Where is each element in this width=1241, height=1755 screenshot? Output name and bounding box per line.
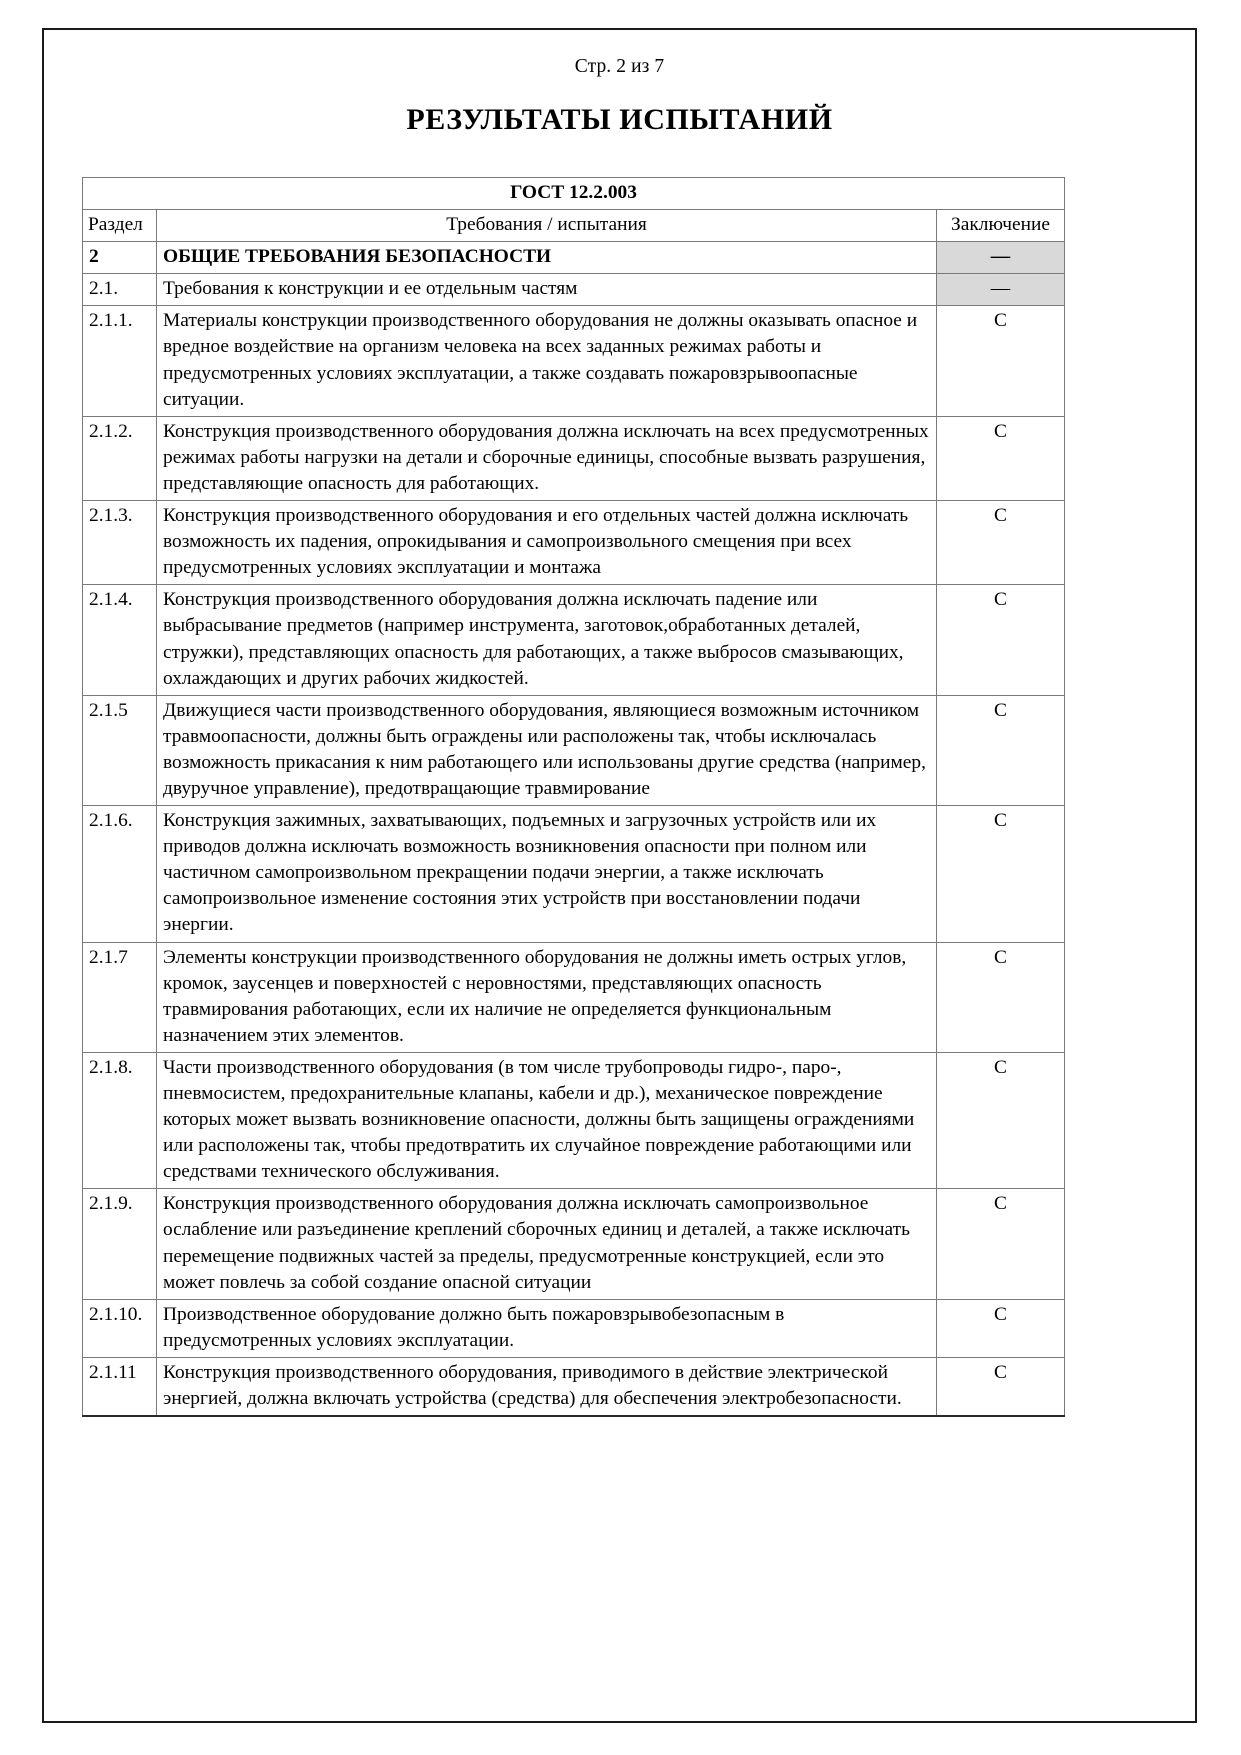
cell-requirement-text: Движущиеся части производственного оборудования, являющиеся возможным источником травмоопасности, должны быть ограждены или расположены так, чтобы исключалась возможность прикасания к ним работающего или использованы другие средства (например, двуручное управление), предотвращающие травмирование [157, 695, 937, 805]
cell-section-number: 2.1.9. [83, 1189, 157, 1299]
cell-conclusion-empty: — [937, 242, 1065, 274]
cell-section-number: 2.1.4. [83, 585, 157, 695]
cell-conclusion-result: С [937, 416, 1065, 500]
column-header-razdel: Раздел [83, 210, 157, 242]
table-row [83, 585, 1065, 695]
page-indicator: Стр. 2 из 7 [574, 56, 665, 77]
cell-requirement-text: Конструкция производственного оборудования должна исключать падение или выбрасывание предметов (например инструмента, заготовок,обработанных деталей, стружки), представляющих опасность для работающих, а также выбросов смазывающих, охлаждающих и других рабочих жидкостей. [157, 585, 937, 695]
cell-section-number: 2.1.5 [83, 695, 157, 805]
table-row [83, 306, 1065, 416]
cell-section-number: 2.1.3. [83, 501, 157, 585]
column-header-row [83, 210, 1065, 242]
table-row [83, 1357, 1065, 1416]
cell-conclusion-result: С [937, 1189, 1065, 1299]
cell-conclusion-result: С [937, 1299, 1065, 1357]
table-row [83, 1189, 1065, 1299]
cell-requirement-text: Материалы конструкции производственного оборудования не должны оказывать опасное и вредное воздействие на организм человека на всех заданных режимах работы и предусмотренных условиях эксплуатации, а также создавать пожаровзрывоопасные ситуации. [157, 306, 937, 416]
table-row [83, 695, 1065, 805]
cell-requirement-text: Требования к конструкции и ее отдельным частям [157, 274, 937, 306]
cell-section-number: 2.1. [83, 274, 157, 306]
cell-section-number: 2.1.7 [83, 942, 157, 1052]
cell-conclusion-result: С [937, 306, 1065, 416]
cell-conclusion-result: С [937, 501, 1065, 585]
cell-requirement-text: ОБЩИЕ ТРЕБОВАНИЯ БЕЗОПАСНОСТИ [157, 242, 937, 274]
cell-conclusion-result: С [937, 1357, 1065, 1416]
cell-requirement-text: Конструкция производственного оборудования и его отдельных частей должна исключать возможность их падения, опрокидывания и самопроизвольного смещения при всех предусмотренных условиях эксплуатации и монтажа [157, 501, 937, 585]
table-row [83, 274, 1065, 306]
column-header-requirements: Требования / испытания [157, 210, 937, 242]
cell-requirement-text: Части производственного оборудования (в том числе трубопроводы гидро-, паро-, пневмосистем, предохранительные клапаны, кабели и др.), механическое повреждение которых может вызвать возникновение опасности, должны быть защищены ограждениями или расположены так, чтобы предотвратить их случайное повреждение работающими или средствами технического обслуживания. [157, 1052, 937, 1188]
cell-conclusion-empty: — [937, 274, 1065, 306]
cell-section-number: 2.1.10. [83, 1299, 157, 1357]
table-row [83, 501, 1065, 585]
results-table-container [82, 177, 1064, 1417]
document-page [42, 28, 1197, 1723]
cell-requirement-text: Конструкция производственного оборудования должна исключать на всех предусмотренных режимах работы нагрузки на детали и сборочные единицы, способные вызвать разрушения, представляющие опасность для работающих. [157, 416, 937, 500]
cell-section-number: 2.1.1. [83, 306, 157, 416]
table-row [83, 806, 1065, 942]
table-row [83, 1052, 1065, 1188]
cell-conclusion-result: С [937, 806, 1065, 942]
table-row [83, 1299, 1065, 1357]
cell-section-number: 2.1.8. [83, 1052, 157, 1188]
page-title: РЕЗУЛЬТАТЫ ИСПЫТАНИЙ [406, 103, 833, 136]
table-body [83, 178, 1065, 1417]
table-row [83, 942, 1065, 1052]
standard-title-row [83, 178, 1065, 210]
cell-section-number: 2.1.11 [83, 1357, 157, 1416]
table-row [83, 242, 1065, 274]
cell-requirement-text: Конструкция производственного оборудования, приводимого в действие электрической энергией, должна включать устройства (средства) для обеспечения электробезопасности. [157, 1357, 937, 1416]
cell-conclusion-result: С [937, 585, 1065, 695]
cell-section-number: 2.1.2. [83, 416, 157, 500]
cell-requirement-text: Элементы конструкции производственного оборудования не должны иметь острых углов, кромок, заусенцев и поверхностей с неровностями, представляющих опасность травмирования работающих, если их наличие не определяется функциональным назначением этих элементов. [157, 942, 937, 1052]
cell-conclusion-result: С [937, 1052, 1065, 1188]
cell-requirement-text: Производственное оборудование должно быть пожаровзрывобезопасным в предусмотренных условиях эксплуатации. [157, 1299, 937, 1357]
test-results-table [82, 177, 1065, 1417]
cell-section-number: 2.1.6. [83, 806, 157, 942]
column-header-conclusion: Заключение [937, 210, 1065, 242]
cell-conclusion-result: С [937, 942, 1065, 1052]
cell-conclusion-result: С [937, 695, 1065, 805]
cell-section-number: 2 [83, 242, 157, 274]
cell-requirement-text: Конструкция зажимных, захватывающих, подъемных и загрузочных устройств или их приводов должна исключать возможность возникновения опасности при полном или частичном самопроизвольном прекращении подачи энергии, а также исключать самопроизвольное изменение состояния этих устройств при восстановлении подачи энергии. [157, 806, 937, 942]
standard-title-cell: ГОСТ 12.2.003 [83, 178, 1065, 210]
cell-requirement-text: Конструкция производственного оборудования должна исключать самопроизвольное ослабление или разъединение креплений сборочных единиц и деталей, а также исключать перемещение подвижных частей за пределы, предусмотренные конструкцией, если это может повлечь за собой создание опасной ситуации [157, 1189, 937, 1299]
table-row [83, 416, 1065, 500]
